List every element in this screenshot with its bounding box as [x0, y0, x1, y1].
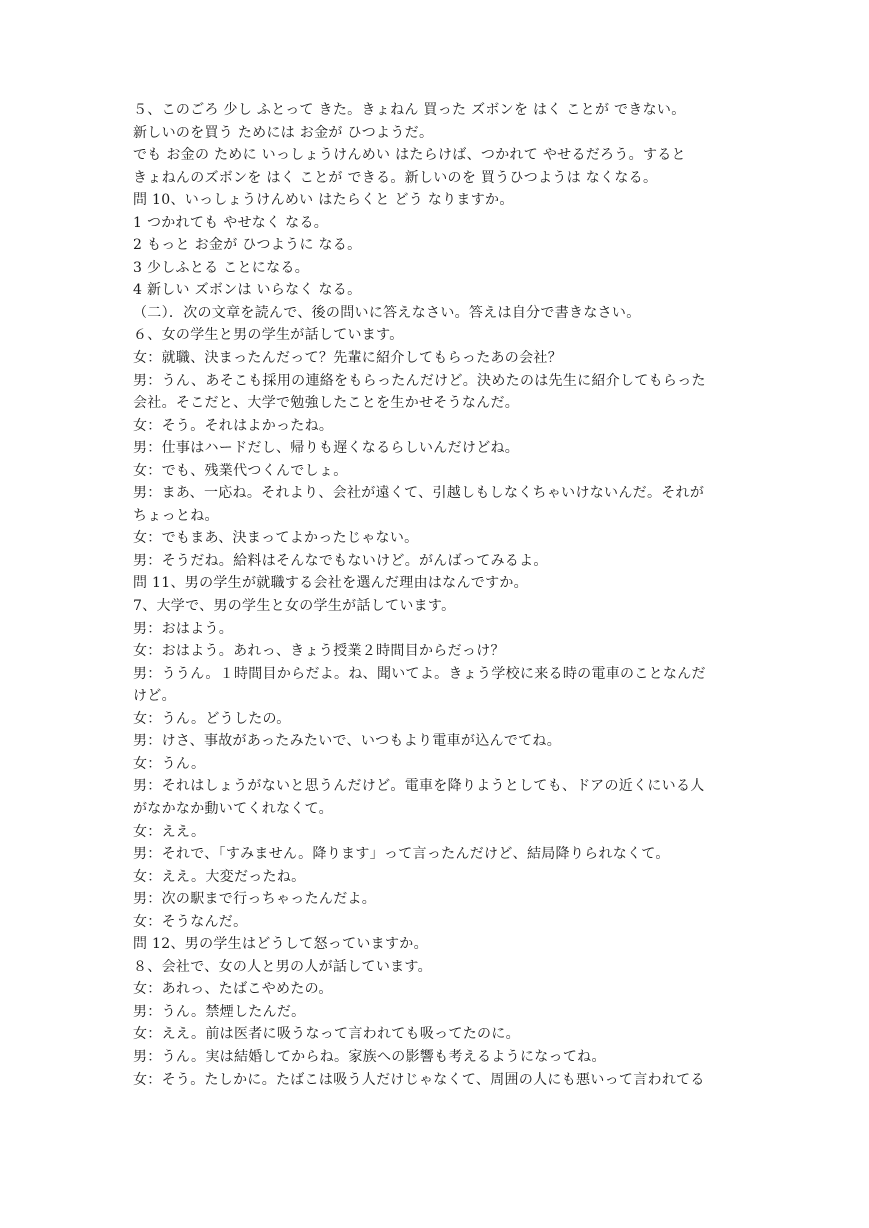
dialogue-line: 女：おはよう。あれっ、きょう授業２時間目からだっけ？ [133, 643, 505, 660]
q10-option-1: 1 つかれても やせなく なる。 [133, 214, 329, 231]
dialogue-line: 男：それで、「すみません。降ります」って言ったんだけど、結局降りられなくて。 [133, 846, 670, 863]
dialogue-line: 男：うん。実は結婚してからね。家族への影響も考えるようになってね。 [133, 1048, 606, 1065]
question-11: 問 11、男の学生が就職する会社を選んだ理由はなんですか。 [133, 575, 528, 592]
dialogue-line: 女：そう。たしかに。たばこは吸う人だけじゃなくて、周囲の人にも悪いって言われてる [133, 1071, 705, 1088]
q5-line-2: 新しいのを買う ためには お金が ひつようだ。 [133, 124, 434, 141]
dialogue-line: 女：ええ。前は医者に吸うなって言われても吸ってたのに。 [133, 1026, 520, 1043]
dialogue-line: 男：仕事はハードだし、帰りも遅くなるらしいんだけどね。 [133, 440, 520, 457]
dialogue-line: 女：ええ。 [133, 823, 206, 840]
q5-line-1: ５、このごろ 少し ふとって きた。きょねん 買った ズボンを はく ことが できない。 [133, 102, 686, 118]
q10-option-4: 4 新しい ズボンは いらなく なる。 [133, 282, 362, 299]
dialogue-line: 男：おはよう。 [133, 620, 234, 637]
dialogue-line: 男：うん、あそこも採用の連絡をもらったんだけど。決めたのは先生に紹介してもらった [133, 372, 706, 389]
dialogue-line: 男：ううん。１時間目からだよ。ね、聞いてよ。きょう学校に来る時の電車のことなんだ [133, 665, 706, 682]
dialogue-line: 女：でも、残業代つくんでしょ。 [133, 462, 348, 479]
dialogue-line: 男：次の駅まで行っちゃったんだよ。 [133, 891, 377, 908]
dialogue-line: 男：それはしょうがないと思うんだけど。電車を降りようとしても、ドアの近くにいる人 [133, 778, 705, 795]
dialogue-line: 女：うん。 [133, 755, 206, 772]
dialogue-line: けど。 [133, 688, 176, 705]
dialogue-line: 男：そうだね。給料はそんなでもないけど。がんばってみるよ。 [133, 552, 548, 569]
dialogue-line: 男：うん。禁煙したんだ。 [133, 1003, 306, 1020]
q5-line-4: きょねんのズボンを はく ことが できる。新しいのを 買うひつようは なくなる。 [133, 169, 658, 186]
dialogue-line: 女：そうなんだ。 [133, 913, 248, 930]
dialogue-line: 女：就職、決まったんだって？先輩に紹介してもらったあの会社？ [133, 350, 562, 367]
dialogue-line: 女：うん。どうしたの。 [133, 710, 291, 727]
dialogue-line: 女：ええ。大変だったね。 [133, 868, 306, 885]
dialogue-line: 男：けさ、事故があったみたいで、いつもより電車が込んでてね。 [133, 733, 562, 750]
document-text [133, 99, 748, 1091]
q8-intro: ８、会社で、女の人と男の人が話しています。 [133, 958, 432, 975]
dialogue-line: 会社。そこだと、大学で勉強したことを生かせそうなんだ。 [133, 395, 520, 412]
q10-option-3: 3 少しふとる ことになる。 [133, 259, 310, 276]
dialogue-line: 女：そう。それはよかったね。 [133, 417, 334, 434]
q5-line-3: でも お金の ために いっしょうけんめい はたらけば、つかれて やせるだろう。すると [133, 147, 686, 164]
section-2-heading: （二）．次の文章を読んで、後の問いに答えなさい。答えは自分で書きなさい。 [133, 304, 641, 321]
question-10: 問 10、いっしょうけんめい はたらくと どう なりますか。 [133, 192, 514, 209]
question-12: 問 12、男の学生はどうして怒っていますか。 [133, 936, 428, 953]
dialogue-line: ちょっとね。 [133, 507, 219, 524]
q6-intro: ６、女の学生と男の学生が話しています。 [133, 327, 404, 344]
dialogue-line: がなかなか動いてくれなくて。 [133, 800, 333, 817]
dialogue-line: 女：でもまあ、決まってよかったじゃない。 [133, 530, 419, 547]
q10-option-2: 2 もっと お金が ひつように なる。 [133, 237, 362, 254]
dialogue-line: 男：まあ、一応ね。それより、会社が遠くて、引越しもしなくちゃいけないんだ。それが [133, 485, 705, 502]
dialogue-line: 女：あれっ、たばこやめたの。 [133, 981, 333, 998]
q7-intro: 7、大学で、男の学生と女の学生が話しています。 [133, 598, 456, 615]
